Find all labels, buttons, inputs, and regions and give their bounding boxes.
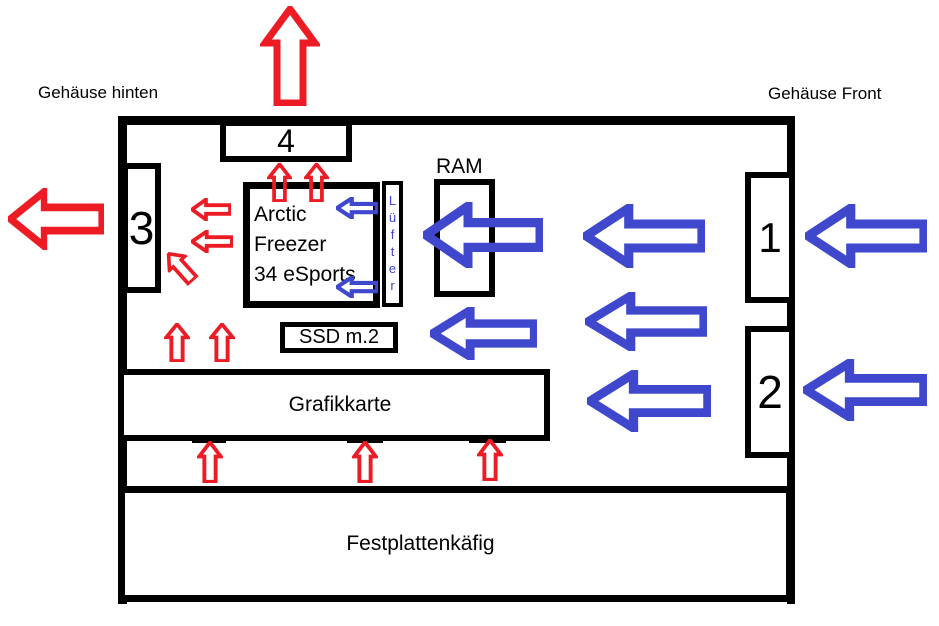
case-front-label: Gehäuse Front [768,84,882,103]
warm-air-arrow-up-icon [304,163,329,202]
cooler-fan-label: Lüfter [385,193,400,295]
cpu-cooler-name-line2: 34 eSports [254,263,356,286]
cooler-airflow-arrow-left-icon [336,276,378,298]
cool-air-arrow-left-icon [585,292,707,351]
cool-air-arrow-left-icon [430,307,537,360]
warm-air-arrow-left-icon [191,230,233,253]
hdd-cage-label: Festplattenkäfig [346,532,495,555]
fan-2-label: 2 [757,366,783,418]
cooler-fan-strip [382,181,403,307]
top-exhaust-arrow-up-icon [260,6,320,106]
ram-label: RAM [436,155,483,178]
warm-air-arrow-up-icon [197,441,223,483]
rear-exhaust-arrow-left-icon [8,188,104,250]
cool-air-arrow-left-icon [423,202,543,268]
cool-air-arrow-left-icon [583,204,705,268]
front-intake-arrow-left-icon [805,204,927,268]
hdd-cage-box [118,486,793,602]
fan-3-label: 3 [128,202,155,254]
cpu-cooler-name-line1: Arctic Freezer [254,203,327,256]
ssd-label: SSD m.2 [298,326,380,348]
warm-air-arrow-up-icon [352,441,378,483]
warm-air-arrow-up-icon [267,163,292,202]
fan-1-box [745,172,795,303]
fan-3-box [122,163,161,293]
cool-air-arrow-left-icon [587,370,711,432]
fan-1-label: 1 [758,213,782,261]
warm-air-arrow-left-icon [191,198,231,221]
gpu-label: Grafikkarte [288,393,392,416]
front-intake-arrow-left-icon [803,359,927,421]
fan-4-box [220,120,352,162]
warm-air-arrow-up-icon [477,439,503,481]
fan-4-label: 4 [277,123,295,159]
warm-air-arrow-up-icon [164,323,190,362]
fan-2-box [745,326,795,458]
gpu-box [118,369,550,441]
ssd-box [280,322,398,353]
case-rear-label: Gehäuse hinten [38,83,159,102]
warm-air-arrow-up-icon [209,323,235,362]
cooler-airflow-arrow-left-icon [336,197,378,219]
